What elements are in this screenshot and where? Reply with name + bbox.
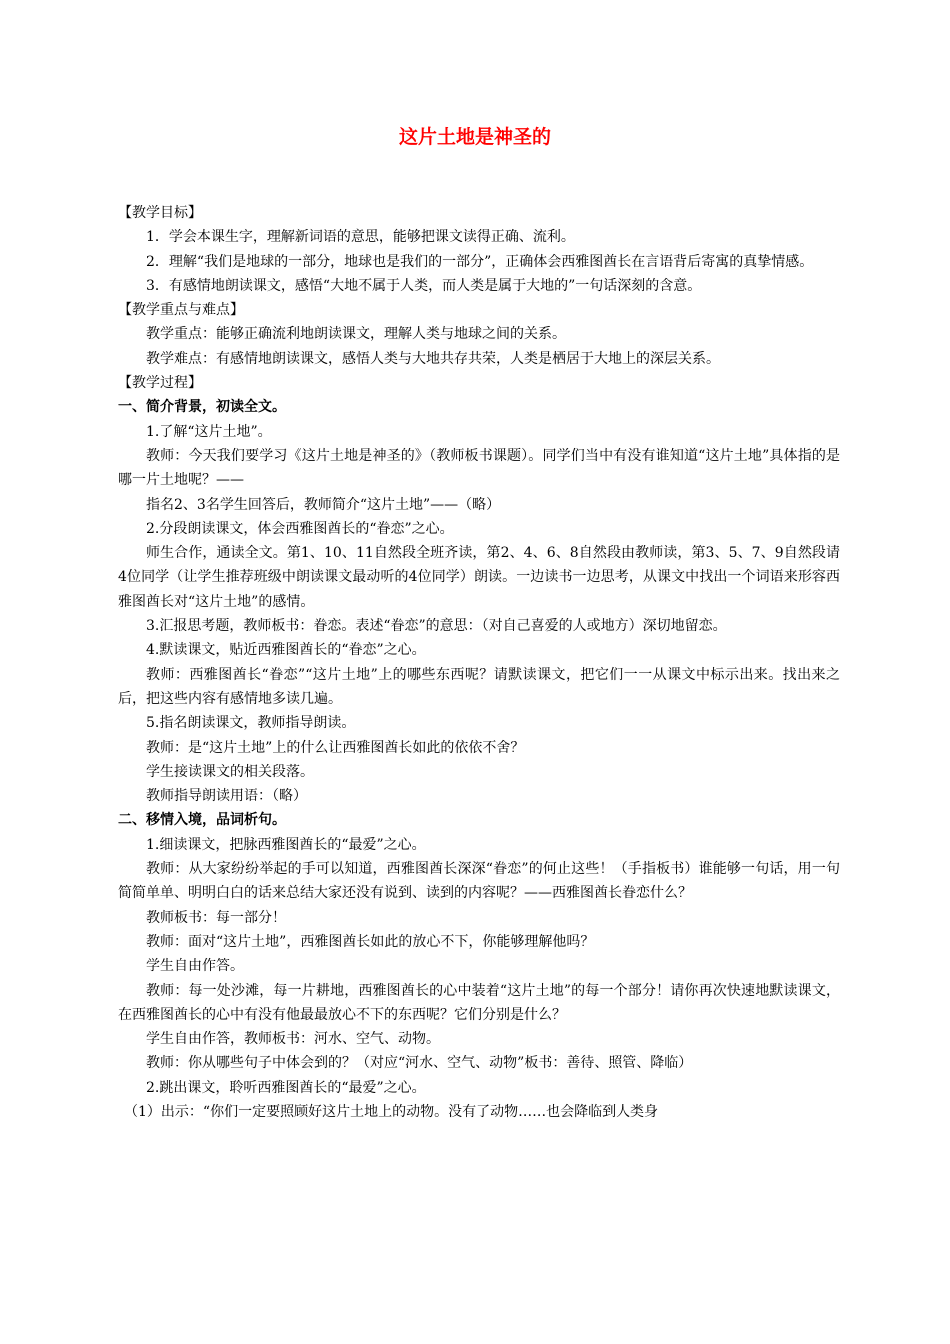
body-paragraph: 教师：每一处沙滩，每一片耕地，西雅图酋长的心中装着“这片土地”的每一个部分！请你再次快速地默读课文，在西雅图酋长的心中有没有他最最放心不下的东西呢？它们分别是什么？ xyxy=(118,982,840,1023)
body-paragraph: 教师：今天我们要学习《这片土地是神圣的》（教师板书课题）。同学们当中有没有谁知道“这片土地”具体指的是哪一片土地呢？—— xyxy=(118,447,840,489)
section-heading-bracket: 【教学过程】 xyxy=(118,375,202,392)
section-heading-bracket: 【教学目标】 xyxy=(118,205,202,221)
body-paragraph: 学生自由作答。 xyxy=(146,958,244,975)
body-paragraph: （1）出示：“你们一定要照顾好这片土地上的动物。没有了动物……也会降临到人类身 xyxy=(124,1103,659,1120)
body-paragraph: 3.汇报思考题，教师板书：眷恋。表述“眷恋”的意思：（对自己喜爱的人或地方）深切地留恋。 xyxy=(146,618,727,635)
body-paragraph: 教师：面对“这片土地”，西雅图酋长如此的放心不下，你能够理解他吗？ xyxy=(146,933,595,950)
document-body xyxy=(118,201,840,1124)
body-paragraph: 教师板书：每一部分！ xyxy=(146,909,286,926)
page-title: 这片土地是神圣的 xyxy=(398,126,551,148)
body-paragraph: 教师：从大家纷纷举起的手可以知道，西雅图酋长深深“眷恋”的何止这些！（手指板书）谁能够一句话，用一句简简单单、明明白白的话来总结大家还没有说到、读到的内容呢？——西雅图酋长眷恋什么？ xyxy=(118,861,840,902)
body-paragraph: 学生接读课文的相关段落。 xyxy=(146,763,314,780)
body-paragraph: 2．理解“我们是地球的一部分，地球也是我们的一部分”，正确体会西雅图酋长在言语背后寄寓的真挚情感。 xyxy=(146,253,814,270)
body-paragraph: 1.细读课文，把脉西雅图酋长的“最爱”之心。 xyxy=(146,836,426,853)
body-paragraph: 3．有感情地朗读课文，感悟“大地不属于人类，而人类是属于大地的”一句话深刻的含意。 xyxy=(146,277,702,294)
body-paragraph: 教学难点：有感情地朗读课文，感悟人类与大地共存共荣，人类是栖居于大地上的深层关系。 xyxy=(146,350,720,367)
section-heading: 二、移情入境，品词析句。 xyxy=(118,812,286,829)
body-paragraph: 教师：西雅图酋长“眷恋”“这片土地”上的哪些东西呢？请默读课文，把它们一一从课文中标示出来。找出来之后，把这些内容有感情地多读几遍。 xyxy=(118,666,840,707)
body-paragraph: 4.默读课文，贴近西雅图酋长的“眷恋”之心。 xyxy=(146,642,426,659)
body-paragraph: 教学重点：能够正确流利地朗读课文，理解人类与地球之间的关系。 xyxy=(146,326,566,343)
body-paragraph: 教师指导朗读用语：（略） xyxy=(146,788,307,805)
section-heading: 一、简介背景，初读全文。 xyxy=(118,399,286,416)
body-paragraph: 2.跳出课文，聆听西雅图酋长的“最爱”之心。 xyxy=(146,1079,426,1096)
body-paragraph: 师生合作，通读全文。第1、10、11自然段全班齐读，第2、4、6、8自然段由教师读，第3、5、7、9自然段请4位同学（让学生推荐班级中朗读课文最动听的4位同学）朗读。一边读书一边思考，从课文中找出一个词语来形容西雅图酋长对“这片土地”的感情。 xyxy=(118,545,840,610)
body-paragraph: 1．学会本课生字，理解新词语的意思，能够把课文读得正确、流利。 xyxy=(146,229,575,246)
body-paragraph: 教师：是“这片土地”上的什么让西雅图酋长如此的依依不舍？ xyxy=(146,739,525,756)
body-paragraph: 5.指名朗读课文，教师指导朗读。 xyxy=(146,715,356,732)
body-paragraph: 教师：你从哪些句子中体会到的？（对应“河水、空气、动物”板书：善待、照管、降临） xyxy=(146,1055,693,1072)
body-paragraph: 2.分段朗读课文，体会西雅图酋长的“眷恋”之心。 xyxy=(146,520,454,537)
body-paragraph: 指名2、3名学生回答后，教师简介“这片土地”——（略） xyxy=(146,496,501,513)
section-heading-bracket: 【教学重点与难点】 xyxy=(118,302,244,319)
body-paragraph: 1.了解“这片土地”。 xyxy=(146,423,272,440)
body-paragraph: 学生自由作答，教师板书：河水、空气、动物。 xyxy=(146,1031,440,1048)
